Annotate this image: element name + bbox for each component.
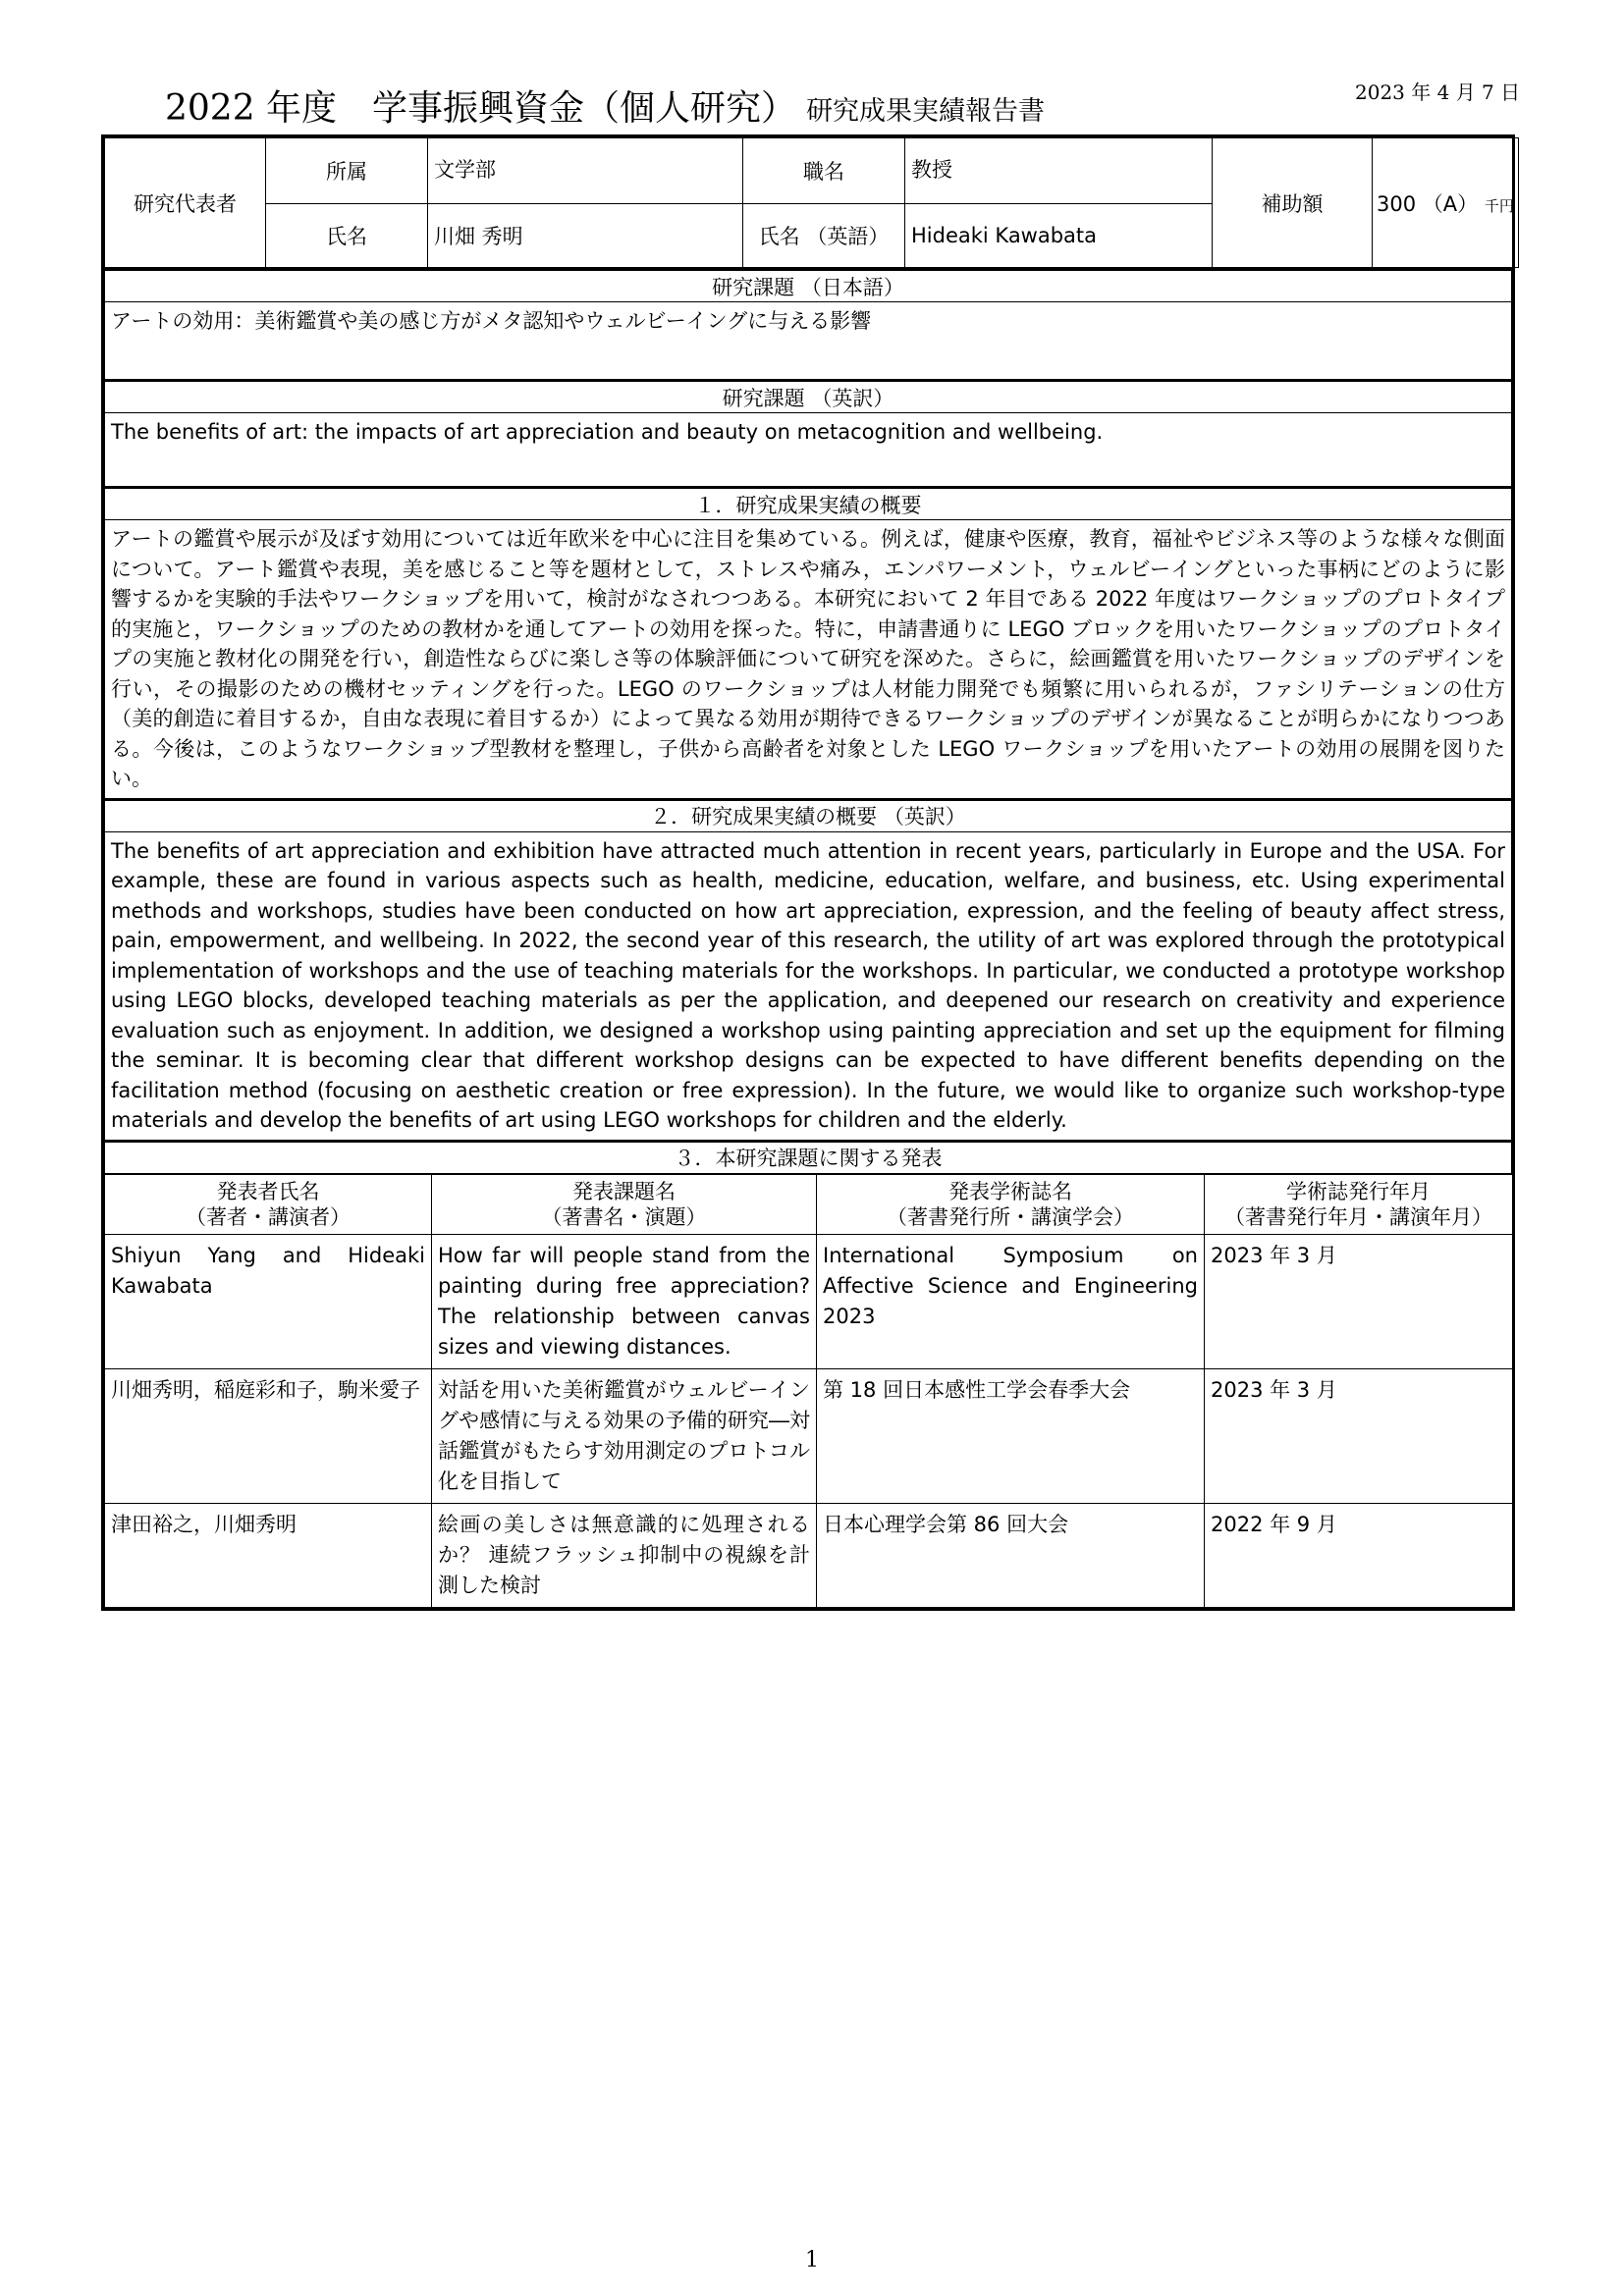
topic-ja-heading: 研究課題 （日本語） [105,270,1512,302]
pub-date: 2023 年 3 月 [1205,1234,1513,1368]
publications-header-row [105,1174,1513,1234]
table-row [105,1503,1513,1607]
name-en-label: 氏名 （英語） [743,204,905,268]
col-header-authors: 発表者氏名 （著者・講演者） [105,1174,432,1234]
summary-en-text: The benefits of art appreciation and exhibition have attracted much attention in recent years, particularly in Europe and the USA. For example, these are found in various aspects such as health, medicine, education, welfare, and business, etc. Using experimental methods and workshops, studies have been conducted on how art appreciation, expression, and the feeling of beauty affect stress, pain, empowerment, and wellbeing. In 2022, the second year of this research, the utility of art was explored through the prototypical implementation of workshops and the use of teaching materials for the workshops. In particular, we conducted a prototype workshop using LEGO blocks, developed teaching materials as per the application, and deepened our research on creativity and experience evaluation such as enjoyment. In addition, we designed a workshop using painting appreciation and set up the equipment for filming the seminar. It is becoming clear that different workshop designs can be expected to have different benefits depending on the facilitation method (focusing on aesthetic creation or free expression). In the future, we would like to organize such workshop-type materials and develop the benefits of art using LEGO workshops for children and the elderly. [105,831,1512,1141]
pub-title: How far will people stand from the painting during free appreciation? The relationship between canvas sizes and viewing distances. [432,1234,817,1368]
topic-ja-text: アートの効用：美術鑑賞や美の感じ方がメタ認知やウェルビーイングに与える影響 [105,302,1512,381]
title-sub: 研究成果実績報告書 [806,96,1046,127]
report-form [101,134,1515,1611]
pub-title: 対話を用いた美術鑑賞がウェルビーイングや感情に与える効果の予備的研究―対話鑑賞がもたらす効用測定のプロトコル化を目指して [432,1368,817,1503]
col-header-title: 発表課題名 （著書名・演題） [432,1174,817,1234]
title-main: 2022 年度 学事振興資金（個人研究） [165,88,797,129]
col-header-date: 学術誌発行年月 （著書発行年月・講演年月） [1205,1174,1513,1234]
affiliation-label: 所属 [266,138,428,204]
pub-date: 2023 年 3 月 [1205,1368,1513,1503]
affiliation-value: 文学部 [428,138,743,204]
summary-ja-text: アートの鑑賞や展示が及ぼす効用については近年欧米を中心に注目を集めている。例えば，健康や医療，教育，福祉やビジネス等のような様々な側面について。アート鑑賞や表現，美を感じること等を題材として，ストレスや痛み，エンパワーメント，ウェルビーイングといった事柄にどのように影響するかを実験的手法やワークショップを用いて，検討がなされつつある。本研究において 2 年目である 2022 年度はワークショップのプロトタイプ的実施と，ワークショップのための教材かを通してアートの効用を探った。特に，申請書通りに LEGO ブロックを用いたワークショップのプロトタイプの実施と教材化の開発を行い，創造性ならびに楽しさ等の体験評価について研究を深めた。さらに，絵画鑑賞を用いたワークショップのデザインを行い，その撮影のための機材セッティングを行った。LEGO のワークショップは人材能力開発でも頻繁に用いられるが，ファシリテーションの仕方（美的創造に着目するか，自由な表現に着目するか）によって異なる効用が期待できるワークショップのデザインが異なることが明らかになりつつある。今後は，このようなワークショップ型教材を整理し，子供から高齢者を対象とした LEGO ワークショップを用いたアートの効用の展開を図りたい。 [105,520,1512,800]
name-value: 川畑 秀明 [428,204,743,268]
col-header-venue: 発表学術誌名 （著書発行所・講演学会） [817,1174,1205,1234]
pub-venue: International Symposium on Affective Science and Engineering 2023 [817,1234,1205,1368]
representative-table [104,137,1519,268]
page-number: 1 [805,2248,819,2272]
pub-authors: Shiyun Yang and Hideaki Kawabata [105,1234,432,1368]
sections-table [104,268,1512,1174]
grant-cell [1373,138,1519,268]
grant-value: 300 （A） [1377,191,1479,216]
table-row [105,1234,1513,1368]
pub-title: 絵画の美しさは無意識的に処理されるか？ 連続フラッシュ抑制中の視線を計測した検討 [432,1503,817,1607]
page-title [165,80,1045,131]
topic-en-heading: 研究課題 （英訳） [105,381,1512,413]
table-row [105,1368,1513,1503]
pub-authors: 川畑秀明，稲庭彩和子，駒米愛子 [105,1368,432,1503]
position-label: 職名 [743,138,905,204]
summary-ja-heading: １．研究成果実績の概要 [105,488,1512,520]
publications-heading: ３．本研究課題に関する発表 [105,1141,1512,1173]
publications-table [104,1174,1513,1608]
topic-en-text: The benefits of art: the impacts of art appreciation and beauty on metacognition and wellbeing. [105,413,1512,488]
grant-label: 補助額 [1213,138,1373,268]
summary-en-heading: ２．研究成果実績の概要 （英訳） [105,799,1512,831]
grant-unit: 千円 [1484,196,1514,215]
pub-venue: 日本心理学会第 86 回大会 [817,1503,1205,1607]
pub-venue: 第 18 回日本感性工学会春季大会 [817,1368,1205,1503]
pub-date: 2022 年 9 月 [1205,1503,1513,1607]
report-date: 2023 年 4 月 7 日 [1355,80,1521,104]
pub-authors: 津田裕之，川畑秀明 [105,1503,432,1607]
position-value: 教授 [905,138,1213,204]
name-label: 氏名 [266,204,428,268]
representative-label: 研究代表者 [105,138,266,268]
name-en-value: Hideaki Kawabata [905,204,1213,268]
